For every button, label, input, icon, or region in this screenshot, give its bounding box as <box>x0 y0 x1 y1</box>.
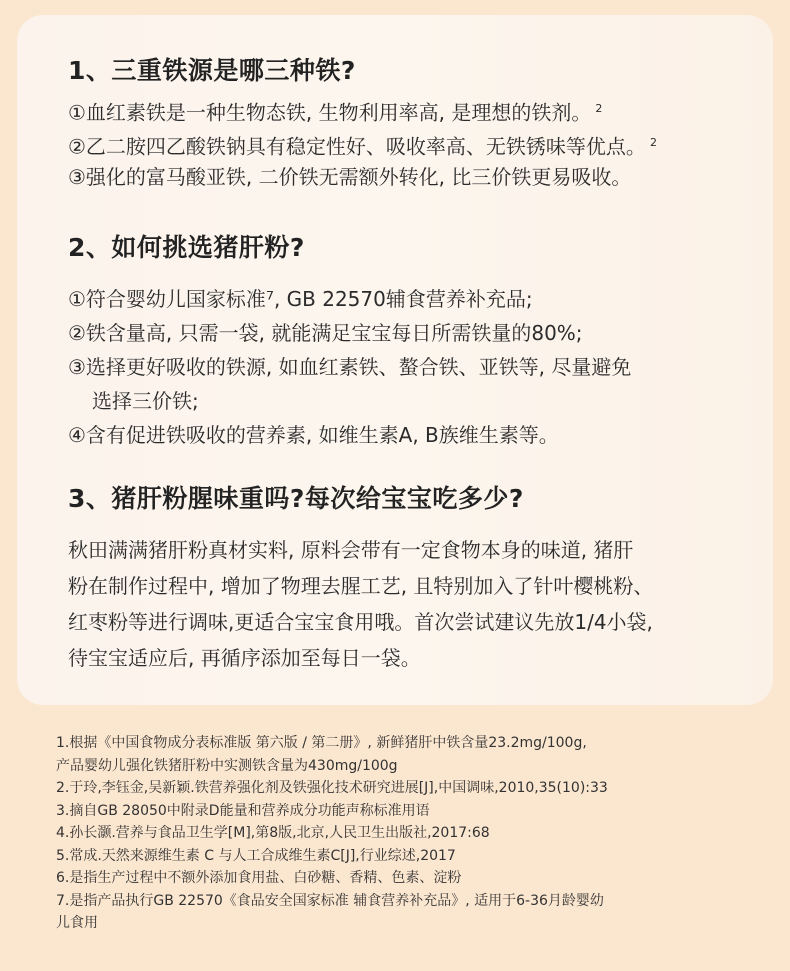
section-2-line: ④含有促进铁吸收的营养素, 如维生素A, B族维生素等。 <box>68 423 559 447</box>
footnote-line: 6.是指生产过程中不额外添加食用盐、白砂糖、香精、色素、淀粉 <box>56 870 462 886</box>
footnote-line: 2.于玲,李钰金,吴新颖.铁营养强化剂及铁强化技术研究进展[J],中国调味,2010,35(10):33 <box>56 780 608 796</box>
section-2-title: 2、如何挑选猪肝粉? <box>68 233 305 262</box>
footnote-ref: 2 <box>595 102 603 115</box>
section-2-body <box>68 282 758 452</box>
section-3-line: 秋田满满猪肝粉真材实料, 原料会带有一定食物本身的味道, 猪肝 <box>68 538 634 562</box>
footnote-line: 4.孙长灏.营养与食品卫生学[M],第8版,北京,人民卫生出版社,2017:68 <box>56 825 490 841</box>
footnote-line: 5.常成.天然来源维生素 C 与人工合成维生素C[J],行业综述,2017 <box>56 847 456 864</box>
section-1-body <box>68 92 758 194</box>
section-3-title: 3、猪肝粉腥味重吗?每次给宝宝吃多少? <box>68 484 524 513</box>
section-1-heading <box>68 55 758 87</box>
footnote-line: 1.根据《中国食物成分表标准版 第六版 / 第二册》, 新鲜猪肝中铁含量23.2mg/100g, <box>56 735 587 751</box>
section-1-item <box>68 126 758 160</box>
section-3-line: 粉在制作过程中, 增加了物理去腥工艺, 且特别加入了针叶樱桃粉、 <box>68 574 654 598</box>
item-text: ③强化的富马酸亚铁, 二价铁无需额外转化, 比三价铁更易吸收。 <box>68 165 632 189</box>
footnote-line: 儿食用 <box>56 915 98 931</box>
item-text: ②乙二胺四乙酸铁钠具有稳定性好、吸收率高、无铁锈味等优点。 <box>68 134 646 159</box>
section-2-heading <box>68 232 758 264</box>
footnote-line: 产品婴幼儿强化铁猪肝粉中实测铁含量为430mg/100g <box>56 757 398 774</box>
section-1-item <box>68 92 758 126</box>
footnote-ref: 2 <box>649 136 657 149</box>
section-2-line: ③选择更好吸收的铁源, 如血红素铁、螯合铁、亚铁等, 尽量避免 <box>68 355 632 379</box>
section-2-line: 选择三价铁; <box>92 389 199 413</box>
section-1-item <box>68 160 758 194</box>
section-3-heading <box>68 483 758 515</box>
section-3-line: 红枣粉等进行调味,更适合宝宝食用哦。首次尝试建议先放1/4小袋, <box>68 610 653 634</box>
section-3-line: 待宝宝适应后, 再循序添加至每日一袋。 <box>68 646 421 670</box>
footnote-line: 7.是指产品执行GB 22570《食品安全国家标准 辅食营养补充品》, 适用于6-36月龄婴幼 <box>56 892 604 909</box>
section-1-title: 1、三重铁源是哪三种铁? <box>68 56 356 85</box>
section-3-body <box>68 532 758 676</box>
footnote-line: 3.摘自GB 28050中附录D能量和营养成分功能声称标准用语 <box>56 802 430 819</box>
section-2-line: ②铁含量高, 只需一袋, 就能满足宝宝每日所需铁量的80%; <box>68 321 583 345</box>
section-2-line: ①符合婴幼儿国家标准⁷, GB 22570辅食营养补充品; <box>68 287 533 311</box>
footnotes <box>56 732 756 935</box>
item-text: ①血红素铁是一种生物态铁, 生物利用率高, 是理想的铁剂。 <box>68 100 592 125</box>
